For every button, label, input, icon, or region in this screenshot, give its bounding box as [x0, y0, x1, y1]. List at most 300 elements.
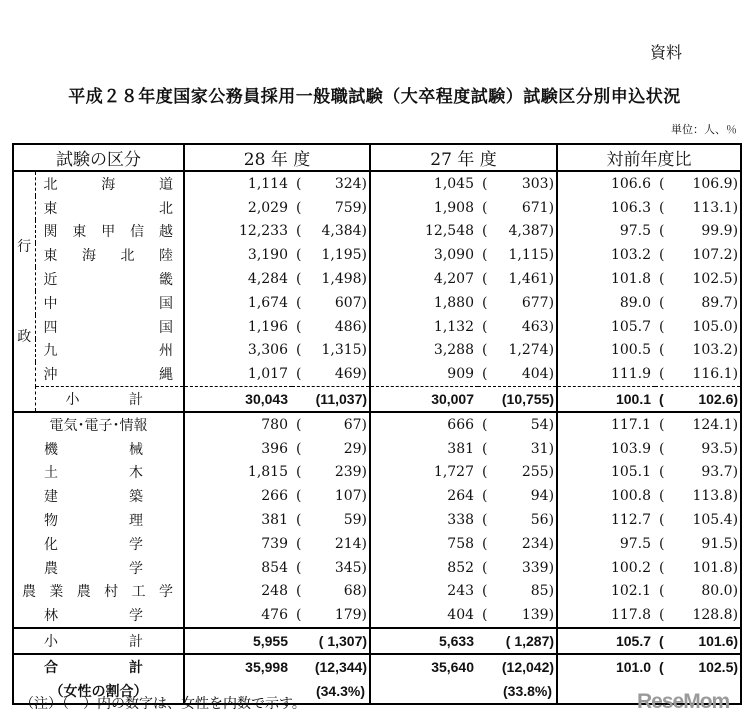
page-title: 平成２８年度国家公務員採用一般職試験（大卒程度試験）試験区分別申込状況: [68, 87, 681, 107]
open-paren: (: [296, 199, 302, 216]
label-char: 学: [158, 584, 173, 601]
table-row: [13, 291, 741, 315]
label-char: 木: [129, 465, 143, 482]
female-r: [655, 315, 741, 339]
open-paren: (: [659, 366, 665, 383]
category-label-chars: [14, 657, 183, 677]
female-value: 345): [334, 559, 368, 576]
label-char: 小: [44, 634, 58, 651]
label-char: 建: [44, 489, 58, 506]
female-r: [655, 412, 741, 437]
open-paren: (: [659, 391, 664, 408]
female-value: 103.2): [692, 342, 739, 359]
female-y27: [478, 315, 557, 339]
open-paren: (: [482, 440, 488, 457]
value-y27: 758: [370, 532, 478, 556]
female-value: 486): [334, 318, 368, 335]
category-label: [13, 532, 184, 556]
female-y27: [478, 291, 557, 315]
female-value: 105.4): [692, 512, 739, 529]
female-y27: [478, 387, 557, 412]
open-paren: (: [296, 464, 302, 481]
category-label: [13, 437, 184, 461]
header-row: [13, 144, 741, 171]
female-y28: [292, 484, 370, 508]
label-char: 物: [44, 513, 58, 530]
female-y27: [478, 437, 557, 461]
open-paren: (: [659, 440, 665, 457]
female-r: [655, 267, 741, 291]
label-char: 学: [129, 560, 143, 577]
category-label: [13, 556, 184, 580]
label-char: 小: [65, 392, 80, 409]
total-row: [13, 654, 741, 679]
female-y27: [478, 508, 557, 532]
table-row: [13, 362, 741, 386]
open-paren: (: [659, 318, 665, 335]
value-r: 89.0: [557, 291, 655, 315]
value-r: 101.0: [557, 654, 655, 679]
table-row: [13, 556, 741, 580]
open-paren: (: [482, 512, 488, 529]
female-value: (10,755): [501, 391, 555, 408]
subtotal-row: [13, 387, 741, 412]
gyosei-char: 行: [17, 239, 32, 256]
female-y28: [292, 508, 370, 532]
table-row: [13, 243, 741, 267]
female-value: 463): [521, 318, 555, 335]
header-category: 試験の区分: [13, 144, 184, 171]
open-paren: (: [296, 342, 302, 359]
value-y28: 854: [184, 556, 292, 580]
female-y27: [478, 196, 557, 220]
value-y28: 1,196: [184, 315, 292, 339]
female-r: [655, 243, 741, 267]
female-value: 89.7): [701, 294, 739, 311]
table-row: [13, 267, 741, 291]
open-paren: (: [296, 535, 302, 552]
female-value: 102.5): [698, 658, 739, 675]
open-paren: (: [482, 294, 488, 311]
table-body: [13, 171, 741, 704]
female-value: 404): [521, 366, 555, 383]
female-ratio-fy28: (34.3%): [315, 682, 366, 699]
female-y27: [478, 628, 557, 654]
value-y28: 1,017: [184, 362, 292, 386]
female-r: [655, 508, 741, 532]
female-y27: [478, 580, 557, 604]
label-char: 計: [129, 634, 143, 651]
female-r: [655, 196, 741, 220]
open-paren: (: [482, 464, 488, 481]
female-y28: [292, 291, 370, 315]
value-y28: 3,190: [184, 243, 292, 267]
category-label-chars: [36, 293, 184, 313]
value-y27: 381: [370, 437, 478, 461]
female-y27: [478, 220, 557, 244]
gyosei-group-label: [13, 171, 35, 412]
value-r: 102.1: [557, 580, 655, 604]
female-value: 80.0): [701, 583, 739, 600]
category-label-chars: [36, 221, 184, 241]
female-y28: [292, 412, 370, 437]
value-r: 100.2: [557, 556, 655, 580]
female-r: [655, 339, 741, 363]
open-paren: (: [482, 247, 488, 264]
category-label-chars: [14, 534, 183, 554]
female-y28: [292, 243, 370, 267]
label-char: 学: [129, 608, 143, 625]
female-value: 469): [334, 366, 368, 383]
female-r: [655, 532, 741, 556]
value-y27: 3,090: [370, 243, 478, 267]
category-label-chars: [36, 198, 184, 218]
value-r: 105.1: [557, 461, 655, 485]
value-y28: 266: [184, 484, 292, 508]
table-row: [13, 196, 741, 220]
category-label-chars: [14, 581, 183, 601]
female-y28: [292, 532, 370, 556]
value-r: 100.8: [557, 484, 655, 508]
open-paren: (: [482, 175, 488, 192]
label-char: 計: [129, 658, 143, 675]
value-y27: 4,207: [370, 267, 478, 291]
open-paren: (: [296, 366, 302, 383]
female-y27: [478, 484, 557, 508]
female-ratio-fy27: (33.8%): [503, 682, 553, 699]
female-value: 93.5): [701, 440, 739, 457]
category-label: [13, 461, 184, 485]
female-value: 255): [521, 464, 555, 481]
label-char: 近: [43, 272, 58, 289]
value-y28: 4,284: [184, 267, 292, 291]
category-label-chars: [14, 631, 183, 651]
open-paren: (: [296, 318, 302, 335]
female-value: 54): [530, 416, 555, 433]
value-y27: 1,132: [370, 315, 478, 339]
value-r: 111.9: [557, 362, 655, 386]
value-y27: 666: [370, 412, 478, 437]
open-paren: (: [659, 658, 664, 675]
label-char: 土: [44, 465, 58, 482]
female-value: 101.8): [692, 559, 739, 576]
empty-cell: [370, 679, 478, 704]
value-y27: 1,727: [370, 461, 478, 485]
category-label: [35, 362, 184, 386]
open-paren: (: [659, 464, 665, 481]
female-y27: [478, 603, 557, 628]
female-value: 234): [521, 535, 555, 552]
value-y27: 1,908: [370, 196, 478, 220]
value-y27: 3,288: [370, 339, 478, 363]
female-value: 99.9): [701, 223, 739, 240]
category-label-chars: [14, 558, 183, 578]
category-label-chars: [36, 245, 184, 265]
value-y27: 264: [370, 484, 478, 508]
female-value: 607): [334, 294, 368, 311]
female-r: [655, 461, 741, 485]
table-row: [13, 508, 741, 532]
category-label: [35, 220, 184, 244]
female-value: ( 1,287): [505, 633, 555, 650]
category-label: [35, 387, 184, 412]
value-r: 117.1: [557, 412, 655, 437]
label-char: 機: [44, 441, 58, 458]
label-char: 中: [43, 295, 58, 312]
open-paren: (: [296, 416, 302, 433]
open-paren: (: [659, 247, 665, 264]
label-char: 海: [82, 248, 96, 265]
value-r: 105.7: [557, 315, 655, 339]
value-y27: 30,007: [370, 387, 478, 412]
open-paren: (: [482, 342, 488, 359]
category-label-chars: [14, 486, 183, 506]
open-paren: (: [296, 488, 302, 505]
value-y28: 476: [184, 603, 292, 628]
subtotal-row: [13, 628, 741, 654]
female-r: [655, 484, 741, 508]
value-y27: 243: [370, 580, 478, 604]
open-paren: (: [482, 223, 488, 240]
watermark-logo: ReseMom: [637, 690, 730, 713]
female-value: (12,344): [314, 658, 368, 675]
female-value: 1,461): [508, 271, 555, 288]
category-label-chars: [14, 462, 183, 482]
female-r: [655, 220, 741, 244]
open-paren: (: [659, 416, 665, 433]
open-paren: (: [296, 294, 302, 311]
label-char: 国: [159, 295, 173, 312]
female-value: 1,115): [508, 247, 555, 264]
category-label: [35, 243, 184, 267]
female-value: 124.1): [692, 416, 739, 433]
category-label-chars: [14, 605, 183, 625]
open-paren: (: [482, 271, 488, 288]
open-paren: (: [296, 247, 302, 264]
label-char: 電気･電子･情報: [49, 417, 148, 434]
value-y28: 5,955: [184, 628, 292, 654]
label-char: 林: [44, 608, 58, 625]
value-r: 105.7: [557, 628, 655, 654]
table-row: [13, 484, 741, 508]
table-row: [13, 437, 741, 461]
value-y27: 1,880: [370, 291, 478, 315]
label-char: 北: [159, 200, 173, 217]
category-label-chars: [14, 439, 183, 459]
female-value: 56): [530, 512, 555, 529]
female-r: [655, 580, 741, 604]
open-paren: (: [482, 488, 488, 505]
label-char: 陸: [159, 248, 173, 265]
open-paren: (: [296, 583, 302, 600]
female-y28: [292, 437, 370, 461]
value-y28: 2,029: [184, 196, 292, 220]
value-y28: 396: [184, 437, 292, 461]
value-r: 103.9: [557, 437, 655, 461]
label-char: 九: [43, 343, 58, 360]
open-paren: (: [659, 583, 665, 600]
female-y28: [292, 315, 370, 339]
label-char: 化: [44, 536, 58, 553]
open-paren: (: [296, 175, 302, 192]
female-value: 1,315): [321, 342, 368, 359]
female-value: 107): [334, 488, 368, 505]
female-value: 324): [334, 175, 368, 192]
female-y28: [292, 556, 370, 580]
open-paren: (: [296, 440, 302, 457]
footnote: （注）（ ）内の数字は、女性を内数で示す。: [20, 696, 306, 712]
open-paren: (: [482, 318, 488, 335]
label-char: 州: [159, 343, 173, 360]
label-char: 道: [159, 176, 173, 193]
label-char: 北: [43, 176, 58, 193]
female-y27: [478, 461, 557, 485]
value-r: 112.7: [557, 508, 655, 532]
female-value: 106.9): [692, 175, 739, 192]
label-char: 東: [43, 248, 58, 265]
value-y28: 12,233: [184, 220, 292, 244]
female-y28: [292, 461, 370, 485]
open-paren: (: [296, 559, 302, 576]
label-char: 甲: [101, 224, 116, 241]
category-label-chars: [36, 174, 184, 194]
category-label: [35, 267, 184, 291]
table-row: [13, 315, 741, 339]
unit-label: 単位：人、％: [671, 123, 737, 136]
value-r: 103.2: [557, 243, 655, 267]
header-fy28: 28 年 度: [184, 144, 370, 171]
value-y28: 381: [184, 508, 292, 532]
value-y27: 404: [370, 603, 478, 628]
open-paren: (: [296, 607, 302, 624]
female-value: 179): [334, 607, 368, 624]
label-char: 東: [43, 200, 58, 217]
label-char: 業: [49, 584, 64, 601]
value-y27: 5,633: [370, 628, 478, 654]
value-y28: 1,815: [184, 461, 292, 485]
female-value: (11,037): [315, 391, 368, 408]
table-row: [13, 171, 741, 196]
open-paren: (: [659, 512, 665, 529]
category-label: [35, 315, 184, 339]
label-char: 合: [44, 658, 58, 675]
female-value: 91.5): [701, 535, 739, 552]
label-char: 国: [159, 319, 173, 336]
female-value: 102.6): [698, 391, 739, 408]
open-paren: (: [659, 199, 665, 216]
table-row: [13, 580, 741, 604]
female-value: 93.7): [701, 464, 739, 481]
value-y28: 248: [184, 580, 292, 604]
female-value: 4,387): [508, 223, 555, 240]
open-paren: (: [659, 342, 665, 359]
value-y27: 909: [370, 362, 478, 386]
category-label-chars: [36, 340, 184, 360]
value-r: 106.3: [557, 196, 655, 220]
female-r: [655, 603, 741, 628]
female-r: [655, 387, 741, 412]
female-value: 677): [521, 294, 555, 311]
value-y28: 35,998: [184, 654, 292, 679]
female-value: 128.8): [692, 607, 739, 624]
female-ratio-label: （女性の割合）: [49, 682, 148, 699]
category-label-chars: [36, 317, 184, 337]
female-value: ( 1,307): [318, 633, 368, 650]
open-paren: (: [659, 175, 665, 192]
female-value: 113.8): [692, 488, 739, 505]
open-paren: (: [482, 583, 488, 600]
value-y27: 1,045: [370, 171, 478, 196]
value-r: 100.1: [557, 387, 655, 412]
female-y28: [292, 171, 370, 196]
label-char: 東: [72, 224, 87, 241]
female-value: 1,498): [321, 271, 368, 288]
open-paren: (: [659, 559, 665, 576]
female-value: 139): [521, 607, 555, 624]
value-r: 101.8: [557, 267, 655, 291]
label-char: 信: [130, 224, 145, 241]
female-y27: [478, 654, 557, 679]
female-value: 85): [530, 583, 555, 600]
open-paren: (: [659, 271, 665, 288]
female-value: 107.2): [692, 247, 739, 264]
open-paren: (: [659, 223, 665, 240]
gyosei-char: 政: [17, 329, 32, 346]
female-r: [655, 362, 741, 386]
category-label: [35, 291, 184, 315]
female-value: 4,384): [321, 223, 368, 240]
label-char: 学: [129, 536, 143, 553]
open-paren: (: [296, 512, 302, 529]
label-char: 村: [104, 584, 119, 601]
female-r: [655, 171, 741, 196]
female-y27: [478, 243, 557, 267]
value-y27: 338: [370, 508, 478, 532]
label-char: 農: [76, 584, 91, 601]
female-value: 339): [521, 559, 555, 576]
female-r: [655, 437, 741, 461]
female-y28: [292, 654, 370, 679]
female-value: 671): [521, 199, 555, 216]
female-value: 29): [343, 440, 368, 457]
female-value: 94): [530, 488, 555, 505]
female-y28: [292, 267, 370, 291]
female-y28: [292, 580, 370, 604]
open-paren: (: [659, 607, 665, 624]
label-char: 畿: [159, 272, 173, 289]
category-label-chars: [14, 510, 183, 530]
value-y28: 1,114: [184, 171, 292, 196]
female-y27: [478, 362, 557, 386]
female-value: 113.1): [692, 199, 739, 216]
category-label-chars: [14, 415, 183, 435]
female-value: 239): [334, 464, 368, 481]
open-paren: (: [482, 607, 488, 624]
label-char: 海: [101, 176, 116, 193]
female-value: (12,042): [501, 658, 555, 675]
label-char: 農: [22, 584, 36, 601]
open-paren: (: [482, 199, 488, 216]
female-y28: [292, 603, 370, 628]
category-label-chars: [36, 389, 184, 409]
female-value: 1,195): [321, 247, 368, 264]
female-value: 67): [343, 416, 368, 433]
document-label: 資料: [650, 43, 683, 62]
female-y27: [478, 556, 557, 580]
label-char: 越: [159, 224, 173, 241]
table-row: [13, 461, 741, 485]
female-value: 102.5): [692, 271, 739, 288]
